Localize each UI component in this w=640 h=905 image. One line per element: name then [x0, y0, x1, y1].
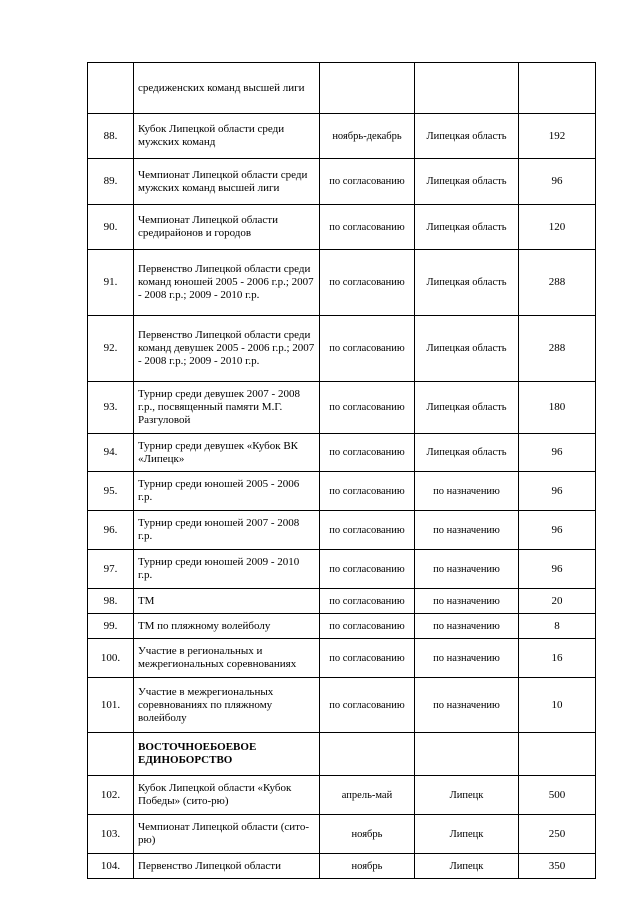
table-row	[88, 815, 596, 854]
event-dates: по согласованию	[320, 250, 415, 316]
event-name: Первенство Липецкой области среди команд юношей 2005 - 2006 г.р.; 2007 - 2008 г.р.; 2009 - 2010 г.р.	[134, 250, 320, 316]
table-row	[88, 472, 596, 511]
table-row	[88, 205, 596, 250]
event-name: Кубок Липецкой области среди мужских команд	[134, 114, 320, 159]
table-row	[88, 63, 596, 114]
section-row	[88, 733, 596, 776]
row-number: 102.	[88, 776, 134, 815]
event-place	[415, 63, 519, 114]
event-dates: по согласованию	[320, 511, 415, 550]
table-row	[88, 550, 596, 589]
event-place: Липецкая область	[415, 316, 519, 382]
row-number: 93.	[88, 382, 134, 434]
table-row	[88, 511, 596, 550]
event-dates: ноябрь-декабрь	[320, 114, 415, 159]
participant-count: 96	[519, 472, 596, 511]
event-name: Турнир среди девушек «Кубок ВК «Липецк»	[134, 434, 320, 472]
row-number: 94.	[88, 434, 134, 472]
participant-count: 500	[519, 776, 596, 815]
event-place: Липецкая область	[415, 114, 519, 159]
row-number	[88, 63, 134, 114]
event-dates	[320, 733, 415, 776]
table-row	[88, 434, 596, 472]
event-dates: по согласованию	[320, 550, 415, 589]
event-place: Липецк	[415, 854, 519, 879]
participant-count: 250	[519, 815, 596, 854]
participant-count: 96	[519, 434, 596, 472]
event-place: Липецк	[415, 815, 519, 854]
table-row	[88, 382, 596, 434]
event-dates: ноябрь	[320, 815, 415, 854]
row-number: 96.	[88, 511, 134, 550]
table-row	[88, 589, 596, 614]
participant-count	[519, 733, 596, 776]
row-number	[88, 733, 134, 776]
event-name: Турнир среди юношей 2009 - 2010 г.р.	[134, 550, 320, 589]
event-name: ВОСТОЧНОЕБОЕВОЕ ЕДИНОБОРСТВО	[134, 733, 320, 776]
event-name: Участие в региональных и межрегиональных соревнованиях	[134, 639, 320, 678]
participant-count	[519, 63, 596, 114]
participant-count: 288	[519, 316, 596, 382]
table-row	[88, 316, 596, 382]
participant-count: 8	[519, 614, 596, 639]
row-number: 101.	[88, 678, 134, 733]
row-number: 90.	[88, 205, 134, 250]
events-table	[87, 62, 596, 879]
event-name: Кубок Липецкой области «Кубок Победы» (сито-рю)	[134, 776, 320, 815]
event-place: по назначению	[415, 678, 519, 733]
event-place: Липецкая область	[415, 205, 519, 250]
event-place: по назначению	[415, 472, 519, 511]
event-name: ТМ по пляжному волейболу	[134, 614, 320, 639]
table-row	[88, 639, 596, 678]
table-row	[88, 114, 596, 159]
table-row	[88, 614, 596, 639]
event-dates: по согласованию	[320, 159, 415, 205]
event-place: по назначению	[415, 550, 519, 589]
event-place: Липецкая область	[415, 159, 519, 205]
event-name: Турнир среди девушек 2007 - 2008 г.р., посвященный памяти М.Г. Разгуловой	[134, 382, 320, 434]
event-dates: по согласованию	[320, 678, 415, 733]
table-row	[88, 678, 596, 733]
participant-count: 96	[519, 550, 596, 589]
row-number: 100.	[88, 639, 134, 678]
event-name: Участие в межрегиональных соревнованиях по пляжному волейболу	[134, 678, 320, 733]
row-number: 92.	[88, 316, 134, 382]
event-name: Турнир среди юношей 2007 - 2008 г.р.	[134, 511, 320, 550]
event-name: ТМ	[134, 589, 320, 614]
participant-count: 10	[519, 678, 596, 733]
event-dates: по согласованию	[320, 472, 415, 511]
participant-count: 96	[519, 511, 596, 550]
event-dates: по согласованию	[320, 382, 415, 434]
participant-count: 288	[519, 250, 596, 316]
participant-count: 180	[519, 382, 596, 434]
event-dates: по согласованию	[320, 614, 415, 639]
event-place: по назначению	[415, 639, 519, 678]
event-name: Турнир среди юношей 2005 - 2006 г.р.	[134, 472, 320, 511]
event-place: Липецк	[415, 776, 519, 815]
row-number: 99.	[88, 614, 134, 639]
event-place: по назначению	[415, 511, 519, 550]
participant-count: 350	[519, 854, 596, 879]
table-row	[88, 776, 596, 815]
event-place	[415, 733, 519, 776]
event-dates: ноябрь	[320, 854, 415, 879]
event-name: средиженских команд высшей лиги	[134, 63, 320, 114]
table-row	[88, 854, 596, 879]
event-dates: по согласованию	[320, 434, 415, 472]
row-number: 98.	[88, 589, 134, 614]
row-number: 88.	[88, 114, 134, 159]
events-table-body	[88, 63, 596, 879]
event-place: по назначению	[415, 589, 519, 614]
event-dates: по согласованию	[320, 639, 415, 678]
event-place: по назначению	[415, 614, 519, 639]
event-name: Чемпионат Липецкой области средирайонов и городов	[134, 205, 320, 250]
event-dates: по согласованию	[320, 316, 415, 382]
event-place: Липецкая область	[415, 434, 519, 472]
event-dates	[320, 63, 415, 114]
table-row	[88, 250, 596, 316]
row-number: 103.	[88, 815, 134, 854]
event-name: Чемпионат Липецкой области среди мужских команд высшей лиги	[134, 159, 320, 205]
participant-count: 192	[519, 114, 596, 159]
event-name: Первенство Липецкой области	[134, 854, 320, 879]
table-row	[88, 159, 596, 205]
event-dates: по согласованию	[320, 589, 415, 614]
participant-count: 120	[519, 205, 596, 250]
row-number: 97.	[88, 550, 134, 589]
event-name: Чемпионат Липецкой области (сито-рю)	[134, 815, 320, 854]
event-dates: по согласованию	[320, 205, 415, 250]
event-name: Первенство Липецкой области среди команд девушек 2005 - 2006 г.р.; 2007 - 2008 г.р.; 2009 - 2010 г.р.	[134, 316, 320, 382]
row-number: 91.	[88, 250, 134, 316]
participant-count: 16	[519, 639, 596, 678]
row-number: 95.	[88, 472, 134, 511]
participant-count: 96	[519, 159, 596, 205]
event-place: Липецкая область	[415, 250, 519, 316]
participant-count: 20	[519, 589, 596, 614]
event-dates: апрель-май	[320, 776, 415, 815]
row-number: 104.	[88, 854, 134, 879]
event-place: Липецкая область	[415, 382, 519, 434]
row-number: 89.	[88, 159, 134, 205]
